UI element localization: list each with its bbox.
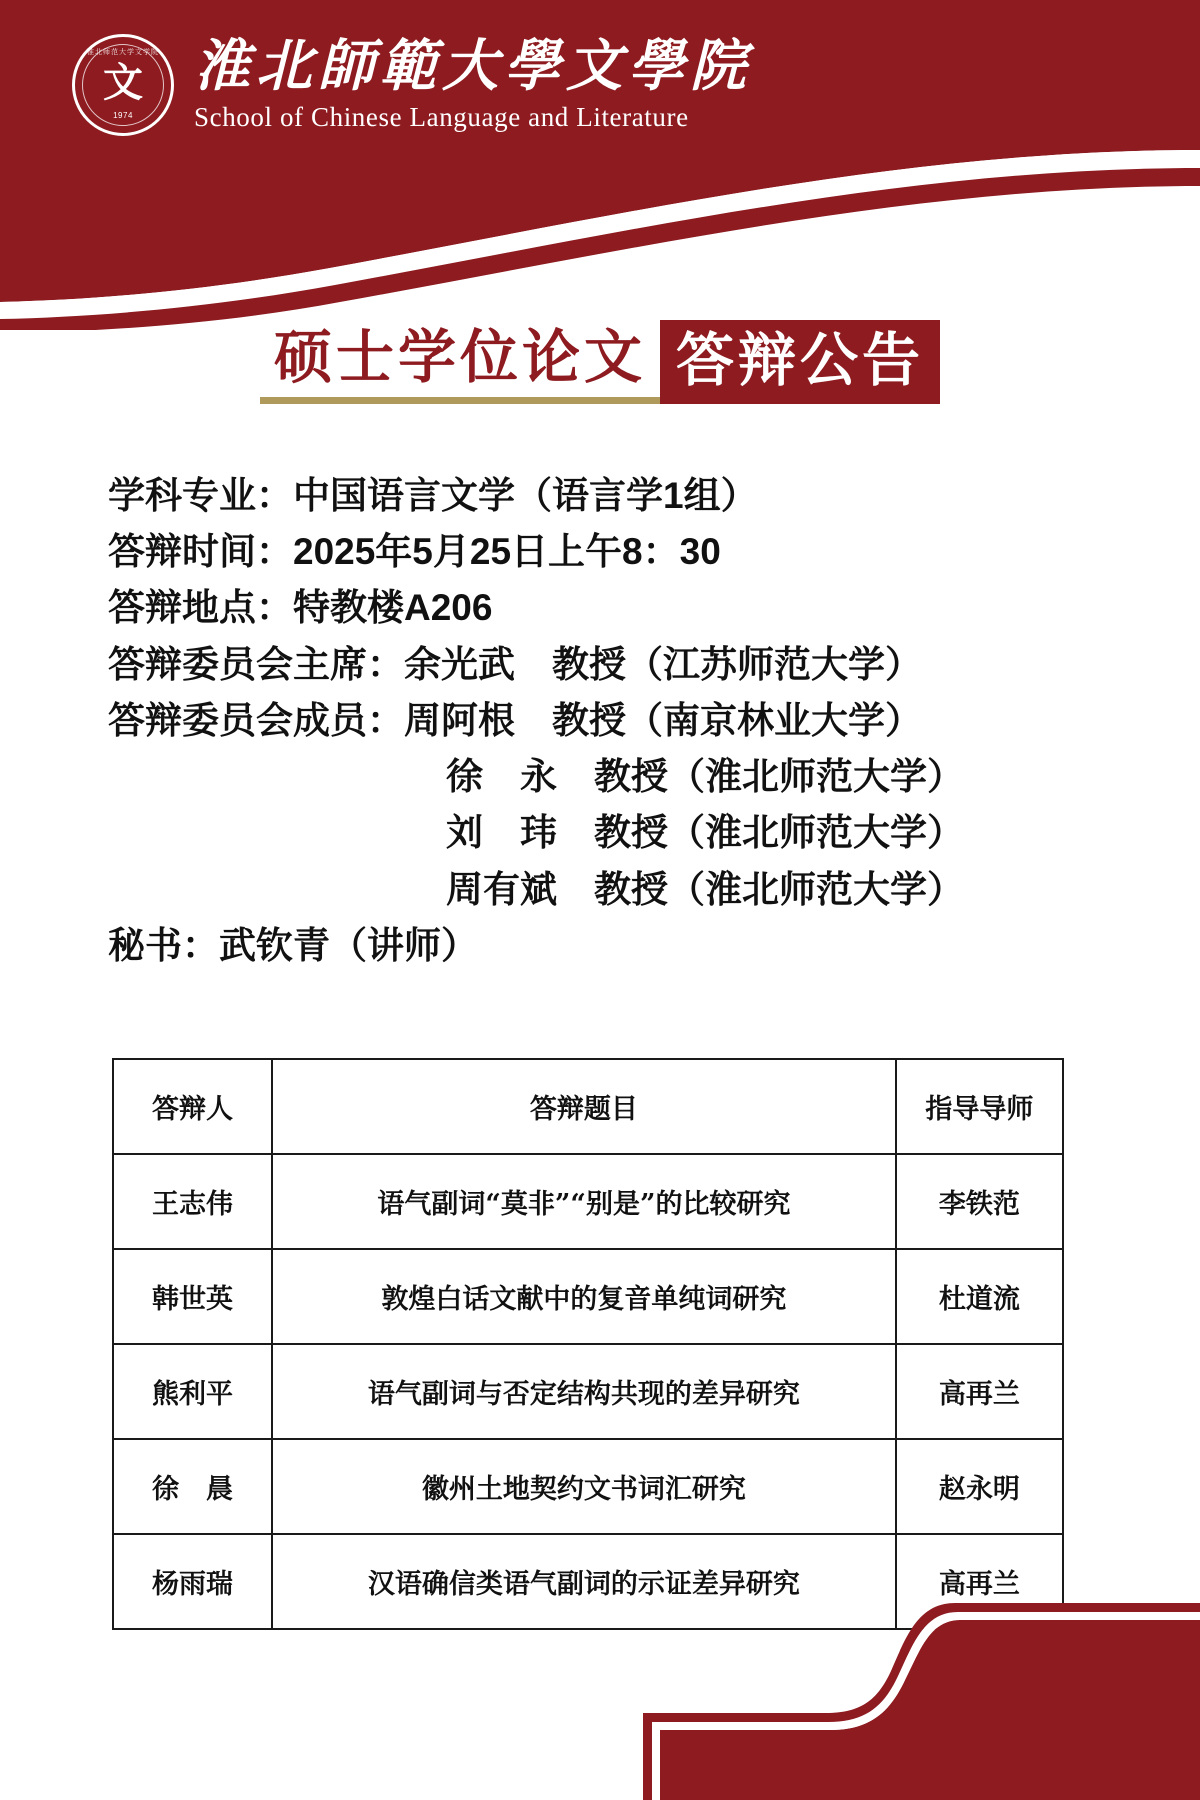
seal-glyph: 文: [103, 59, 143, 106]
cell-title: 徽州土地契约文书词汇研究: [272, 1439, 896, 1534]
cell-advisor: 高再兰: [896, 1534, 1063, 1629]
info-committee-chair: 答辩委员会主席：余光武 教授（江苏师范大学）: [108, 643, 922, 685]
school-name-cn: 淮北師範大學文學院: [194, 33, 752, 100]
cell-title: 语气副词“莫非”“别是”的比较研究: [272, 1154, 896, 1249]
cell-name: 熊利平: [113, 1344, 272, 1439]
cell-advisor: 杜道流: [896, 1249, 1063, 1344]
page-header: [0, 0, 1200, 330]
table-row: [113, 1249, 1063, 1344]
info-committee-member-4: 周有斌 教授（淮北师范大学）: [446, 868, 964, 910]
info-place: 答辩地点：特教楼A206: [108, 587, 493, 629]
cell-advisor: 赵永明: [896, 1439, 1063, 1534]
table-row: [113, 1439, 1063, 1534]
table-header-title: 答辩题目: [272, 1059, 896, 1154]
info-committee-member-3: 刘 玮 教授（淮北师范大学）: [446, 812, 964, 854]
cell-advisor: 高再兰: [896, 1344, 1063, 1439]
cell-advisor: 李铁范: [896, 1154, 1063, 1249]
info-secretary: 秘书：武钦青（讲师）: [108, 924, 478, 966]
announcement-title-right: 答辩公告: [660, 320, 940, 404]
footer-decoration: [0, 1590, 1200, 1800]
cell-name: 杨雨瑞: [113, 1534, 272, 1629]
announcement-title: [0, 320, 1200, 404]
seal-year: 1974: [113, 111, 133, 120]
defense-table-wrapper: [112, 1058, 1064, 1630]
info-major: 学科专业：中国语言文学（语言学1组）: [108, 475, 758, 516]
table-header-advisor: 指导导师: [896, 1059, 1063, 1154]
school-seal-icon: [72, 34, 174, 136]
announcement-title-left: 硕士学位论文: [260, 324, 660, 404]
cell-title: 敦煌白话文献中的复音单纯词研究: [272, 1249, 896, 1344]
cell-title: 语气副词与否定结构共现的差异研究: [272, 1344, 896, 1439]
page-footer: [0, 1590, 1200, 1800]
info-committee-members: 答辩委员会成员：周阿根 教授（南京林业大学）: [108, 699, 922, 741]
table-row: [113, 1154, 1063, 1249]
seal-ring-text: 淮北师范大学文学院: [87, 49, 159, 56]
info-time: 答辩时间：2025年5月25日上午8：30: [108, 531, 721, 573]
announcement-info: [108, 468, 1108, 974]
table-header-name: 答辩人: [113, 1059, 272, 1154]
school-logo: [72, 30, 752, 140]
info-committee-member-2: 徐 永 教授（淮北师范大学）: [446, 756, 964, 798]
cell-title: 汉语确信类语气副词的示证差异研究: [272, 1534, 896, 1629]
table-header-row: [113, 1059, 1063, 1154]
cell-name: 韩世英: [113, 1249, 272, 1344]
school-name-block: [194, 33, 752, 133]
cell-name: 徐 晨: [113, 1439, 272, 1534]
table-row: [113, 1344, 1063, 1439]
defense-table: [112, 1058, 1064, 1630]
school-name-en: School of Chinese Language and Literature: [194, 101, 689, 132]
cell-name: 王志伟: [113, 1154, 272, 1249]
